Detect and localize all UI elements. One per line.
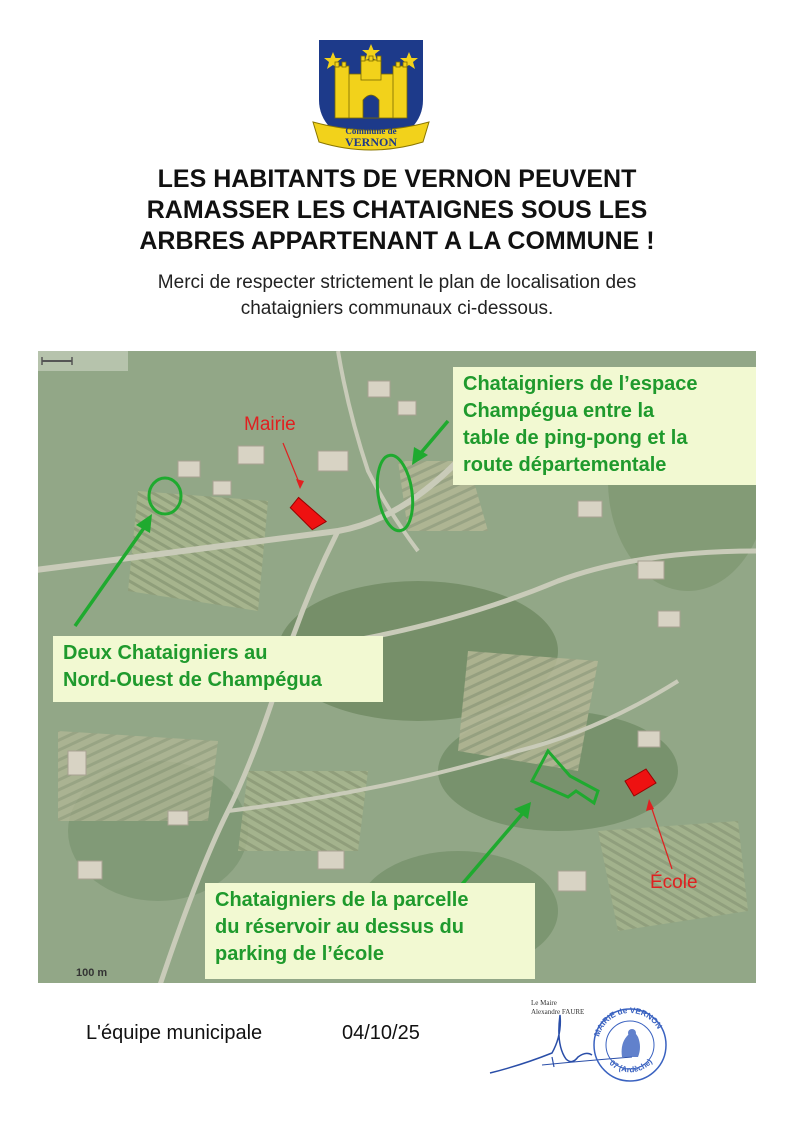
- callout-line: Chataigniers de l’espace: [463, 373, 698, 395]
- seal-figure-icon: [622, 1029, 640, 1057]
- callout-champegua: [453, 367, 756, 485]
- callout-line: table de ping-pong et la: [463, 427, 688, 449]
- signature-title: Le Maire: [531, 999, 557, 1007]
- headline-line: LES HABITANTS DE VERNON PEUVENT: [157, 165, 637, 193]
- headline-line: RAMASSER LES CHATAIGNES SOUS LES: [146, 196, 648, 224]
- scale-label: 100 m: [76, 967, 108, 979]
- callout-line: Champégua entre la: [463, 400, 655, 422]
- mairie-label: Mairie: [244, 414, 296, 435]
- subtitle-line: Merci de respecter strictement le plan de localisation des: [157, 272, 637, 293]
- crest-line2: VERNON: [344, 135, 398, 149]
- signature-name: Alexandre FAURE: [531, 1008, 585, 1016]
- callout-line: Nord-Ouest de Champégua: [63, 669, 322, 691]
- castle-icon: [335, 56, 407, 118]
- subtitle: [40, 270, 754, 322]
- callout-reservoir: [205, 883, 535, 979]
- callout-northwest: [53, 636, 383, 702]
- headline-line: ARBRES APPARTENANT A LA COMMUNE !: [139, 227, 655, 255]
- aerial-map: [38, 351, 756, 983]
- mayor-signature-stamp: [482, 995, 682, 1095]
- callout-line: parking de l’école: [215, 943, 384, 965]
- headline: [40, 164, 754, 257]
- ecole-label: École: [650, 872, 698, 893]
- svg-text:MAIRIE de VERNON: MAIRIE de VERNON: [592, 1005, 664, 1038]
- callout-line: route départementale: [463, 454, 667, 476]
- footer-date: 04/10/25: [342, 1022, 420, 1044]
- commune-crest-logo: [311, 38, 431, 158]
- scale-bar: [38, 351, 128, 371]
- callout-line: Chataigniers de la parcelle: [215, 889, 469, 911]
- callout-line: Deux Chataigniers au: [63, 642, 268, 664]
- svg-text:07 (Ardèche): 07 (Ardèche): [607, 1057, 655, 1075]
- footer-team: L'équipe municipale: [86, 1022, 263, 1044]
- callout-line: du réservoir au dessus du: [215, 916, 464, 938]
- subtitle-line: chataigniers communaux ci-dessous.: [240, 298, 554, 319]
- crest-line1: Commune de: [345, 126, 397, 136]
